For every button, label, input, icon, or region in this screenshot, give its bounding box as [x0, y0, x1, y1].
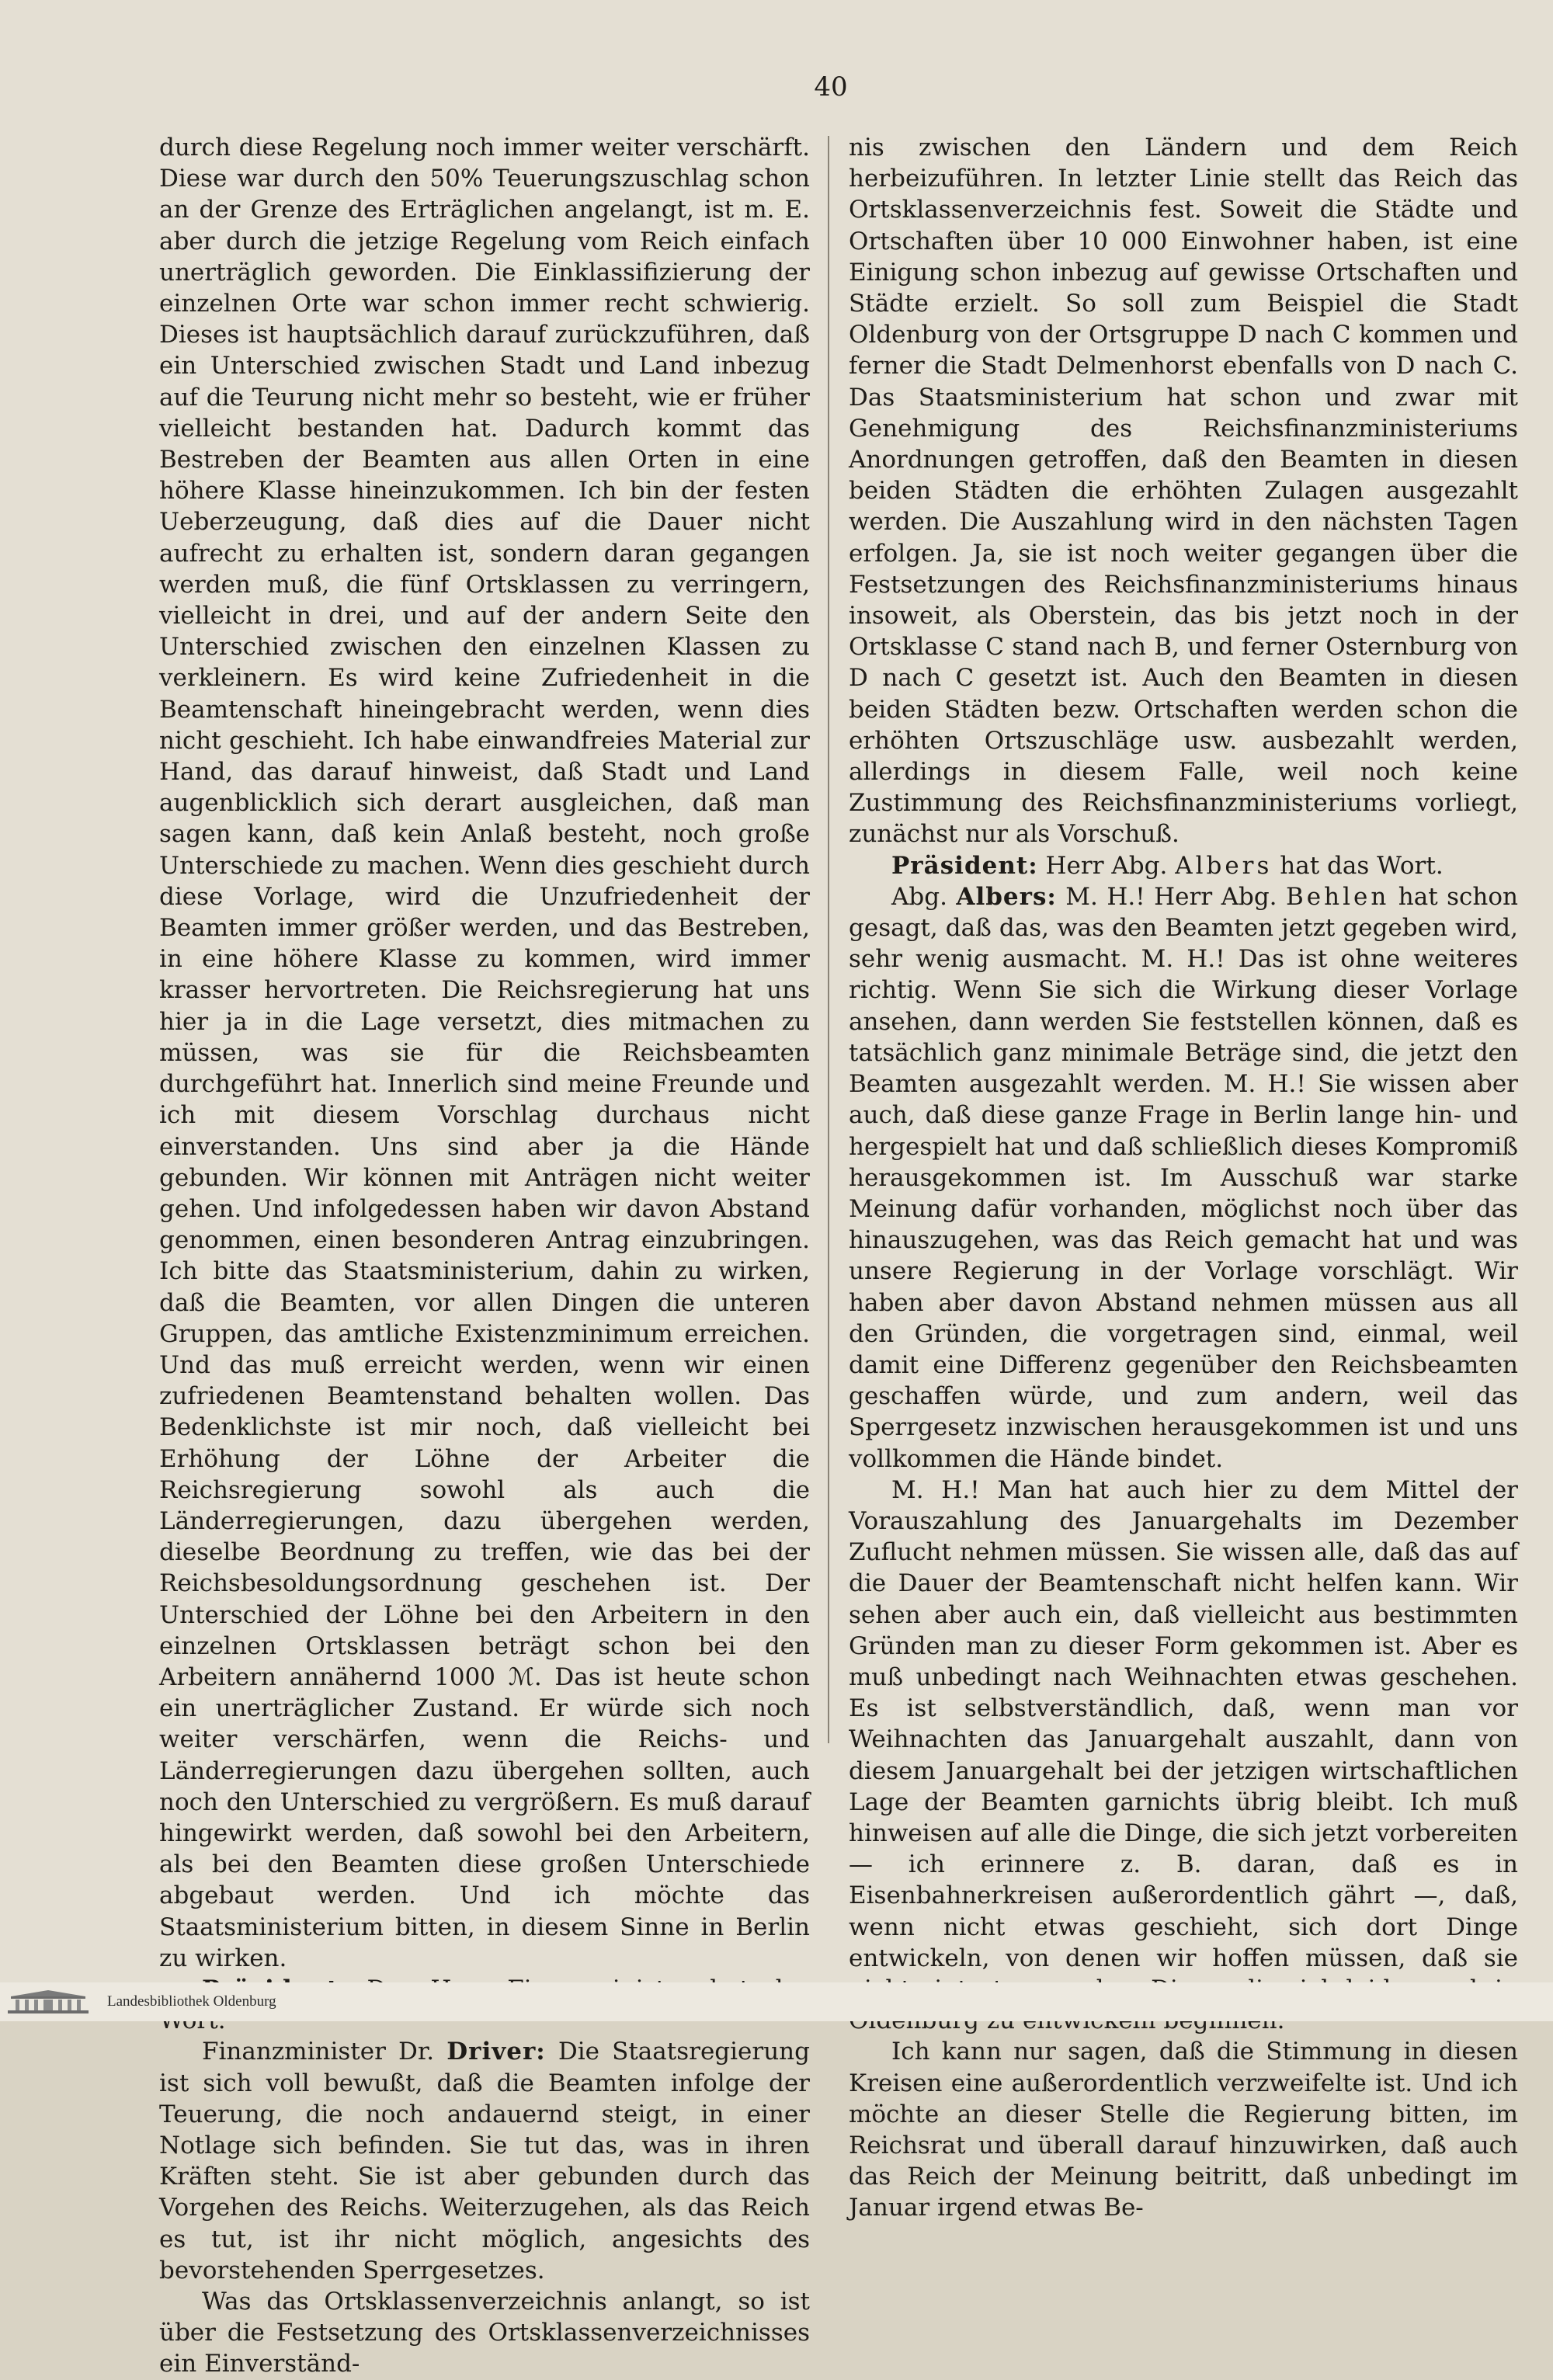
speaker-prefix: Abg.: [891, 882, 957, 911]
speaker-text: Herr Abg.: [1037, 851, 1176, 880]
library-building-icon: [6, 1989, 92, 2015]
left-column: [159, 132, 810, 2380]
paragraph: M. H.! Man hat auch hier zu dem Mittel der Vorauszahlung des Januargehalts im Dezember Zuflucht nehmen müssen. Sie wissen alle, daß das auf die Dauer der Beamtenschaft nicht helfen kann. Wir sehen aber auch ein, daß vielleicht aus bestimmten Gründen man zu dieser Form gekommen ist. Aber es muß unbedingt nach Weihnachten etwas geschehen. Es ist selbstverständlich, daß, wenn man vor Weihnachten das Januargehalt auszahlt, dann von diesem Januargehalt bei der jetzigen wirtschaftlichen Lage der Beamten garnichts übrig bleibt. Ich muß hinweisen auf alle die Dinge, die sich jetzt vorbereiten — ich erinnere z. B. daran, daß es in Eisenbahnerkreisen außerordentlich gährt —, daß, wenn nicht etwas geschieht, sich dort Dinge entwickeln, von denen wir hoffen müssen, daß sie: [849, 1475, 1518, 1972]
speaker-text: hat schon gesagt, daß das, was den Beamten jetzt gegeben wird, sehr wenig ausmacht. M. H.! Das ist ohne weiteres richtig. Wenn Sie sich die Wirkung dieser Vorlage ansehen, dann werden Sie feststellen können, daß es tatsächlich ganz minimale Beträge sind, die jetzt den Beamten ausgezahlt werden. M. H.! Sie wissen aber auch, daß diese ganze Frage in Berlin lange hin- und hergespielt hat und daß schließlich dieses Kompromiß herausgekommen ist. Im Ausschuß war starke Meinung dafür vorhanden, möglichst noch über das hinauszugehen, was das Reich gemacht hat und was unsere Regierung in der Vorlage vorschlägt. Wir haben aber davon Abstand nehmen müssen aus all den Gründen, die vorgetragen sind, einmal, weil damit eine Differenz gegenüber den Reichsbeamten geschaffen würde, und zum andern, weil das Sperrgesetz inzwischen herausgekommen ist und uns vollkommen die Hände bindet.: [849, 882, 1518, 1473]
speaker-spaced-name: Albers: [1175, 851, 1273, 880]
speaker-name: Driver:: [446, 2038, 546, 2066]
speaker-paragraph: [159, 2036, 810, 2286]
page-number: 40: [814, 71, 848, 102]
speaker-text: Die Staatsregierung ist sich voll bewußt, daß die Beamten infolge der Teuerung, die noch andauernd steigt, in einer Notlage sich befinden. Sie tut das, was in ihren Kräften steht. Sie ist aber gebunden durch das Vorgehen des Reichs. Weiterzugehen, als das Reich es tut, ist ihr nicht möglich, angesichts des bevorstehenden Sperrgesetzes.: [159, 2038, 810, 2284]
paragraph: Ich kann nur sagen, daß die Stimmung in diesen Kreisen eine außerordentlich verzweifelte ist. Und ich möchte an dieser Stelle die Regierung bitten, im Reichsrat und überall darauf hinzuwirken, daß auch das Reich der Meinung beitritt, daß unbedingt im Januar irgend etwas Be-: [849, 2038, 1518, 2222]
speaker-text: M. H.! Herr Abg.: [1056, 882, 1286, 911]
right-column: [849, 132, 1518, 2224]
speaker-paragraph: [849, 850, 1518, 881]
library-name: Landesbibliothek Oldenburg: [107, 1993, 276, 2010]
paragraph: durch diese Regelung noch immer weiter verschärft. Diese war durch den 50% Teuerungszuschlag schon an der Grenze des Erträglichen angelangt, ist m. E. aber durch die jetzige Regelung vom Reich einfach unerträglich geworden. Die Einklassifizierung der einzelnen Orte war schon immer recht schwierig. Dieses ist hauptsächlich darauf zurückzuführen, daß ein Unterschied zwischen Stadt und Land inbezug auf die Teurung nicht mehr so besteht, wie er früher vielleicht bestanden hat. Dadurch kommt das Bestreben der Beamten aus allen Orten in eine höhere Klasse hineinzukommen. Ich bin der festen Ueberzeugung, daß dies auf die Dauer nicht aufrecht zu erhalten ist, sondern daran gegangen werden muß, die fünf Ortsklassen zu verringern, vielleicht in drei, und auf der andern Seite den Unterschied zwischen den einzelnen Klassen zu verkleinern. Es wird keine Zufriedenheit in die Beamtenschaft hineingebracht werden, wenn dies nicht geschieht. Ich habe einwandfreies Material zur Hand, das darauf hinweist, daß Stadt und Land augenblicklich sich derart ausgleichen, daß man sagen kann, daß kein Anlaß besteht, noch große Unterschiede zu machen. Wenn dies geschieht durch diese Vorlage, wird die Unzufriedenheit der Beamten immer größer werden, und das Bestreben, in eine höhere Klasse zu kommen, wird immer krasser hervortreten. Die Reichsregierung hat uns hier ja in die Lage versetzt, dies mitmachen zu müssen, was sie für die Reichsbeamten durchgeführt hat. Innerlich sind meine Freunde und ich mit diesem Vorschlag durchaus nicht einverstanden. Uns sind aber ja die Hände gebunden. Wir können mit Anträgen nicht weiter gehen. Und infolgedessen haben wir davon Abstand genommen, einen besonderen Antrag einzubringen. Ich bitte das Staatsministerium, dahin zu wirken, daß die Beamten, vor allen Dingen die unteren Gruppen, das amtliche Existenzminimum erreichen. Und das muß erreicht werden, wenn wir einen zufriedenen Beamtenstand behalten wollen. Das Bedenklichste ist mir noch, daß vielleicht bei Erhöhung der Löhne der Arbeiter die Reichsregierung sowohl als auch die Länderregierungen, dazu übergehen werden, dieselbe Beordnung zu treffen, wie das bei der Reichsbesoldungsordnung geschehen ist. Der Unterschied der Löhne bei den Arbeitern in den einzelnen Ortsklassen beträgt schon bei den Arbeitern annähernd 1000 ℳ. Das ist heute schon ein unerträglicher Zustand. Er würde sich noch weiter verschärfen, wenn die Reichs- und Länderregierungen dazu übergehen sollten, auch noch den Unterschied zu vergrößern. Es muß darauf hingewirkt werden, daß sowohl bei den Arbeitern, als bei den Beamten diese großen Unterschiede abgebaut werden. Und ich möchte das Staatsministerium bitten, in diesem Sinne in Berlin zu wirken.: [159, 134, 810, 1972]
speaker-name: Präsident:: [891, 851, 1038, 880]
footer-bar: [0, 1982, 1553, 2021]
column-divider: [828, 136, 829, 1743]
library-logo-icon: [6, 1989, 92, 2015]
speaker-text: hat das Wort.: [1272, 851, 1444, 880]
speaker-spaced-name: Behlen: [1286, 882, 1390, 911]
speaker-name: Albers:: [956, 882, 1057, 911]
speaker-paragraph: [849, 881, 1518, 1475]
speaker-prefix: Finanzminister Dr.: [202, 2038, 447, 2066]
paragraph: Was das Ortsklassenverzeichnis anlangt, so ist über die Festsetzung des Ortsklassenverzeichnisses ein Einverständ-: [159, 2288, 810, 2378]
paragraph: nis zwischen den Ländern und dem Reich herbeizuführen. In letzter Linie stellt das Reich das Ortsklassenverzeichnis fest. Soweit die Städte und Ortschaften über 10 000 Einwohner haben, ist eine Einigung schon inbezug auf gewisse Ortschaften und Städte erzielt. So soll zum Beispiel die Stadt Oldenburg von der Ortsgruppe D nach C kommen und ferner die Stadt Delmenhorst ebenfalls von D nach C. Das Staatsministerium hat schon und zwar mit Genehmigung des Reichsfinanzministeriums Anordnungen getroffen, daß den Beamten in diesen beiden Städten die erhöhten Zulagen ausgezahlt werden. Die Auszahlung wird in den nächsten Tagen erfolgen. Ja, sie ist noch weiter gegangen über die Festsetzungen des Reichsfinanzministeriums hinaus insoweit, als Oberstein, das bis jetzt noch in der Ortsklasse C stand nach B, und ferner Osternburg von D nach C gesetzt ist. Auch den Beamten in diesen beiden Städten bezw. Ortschaften werden schon die erhöhten Ortszuschläge usw. ausbezahlt werden, allerdings in diesem Falle, weil noch keine Zustimmung des Reichsfinanzministeriums vorliegt, zunächst nur als Vorschuß.: [849, 134, 1518, 849]
